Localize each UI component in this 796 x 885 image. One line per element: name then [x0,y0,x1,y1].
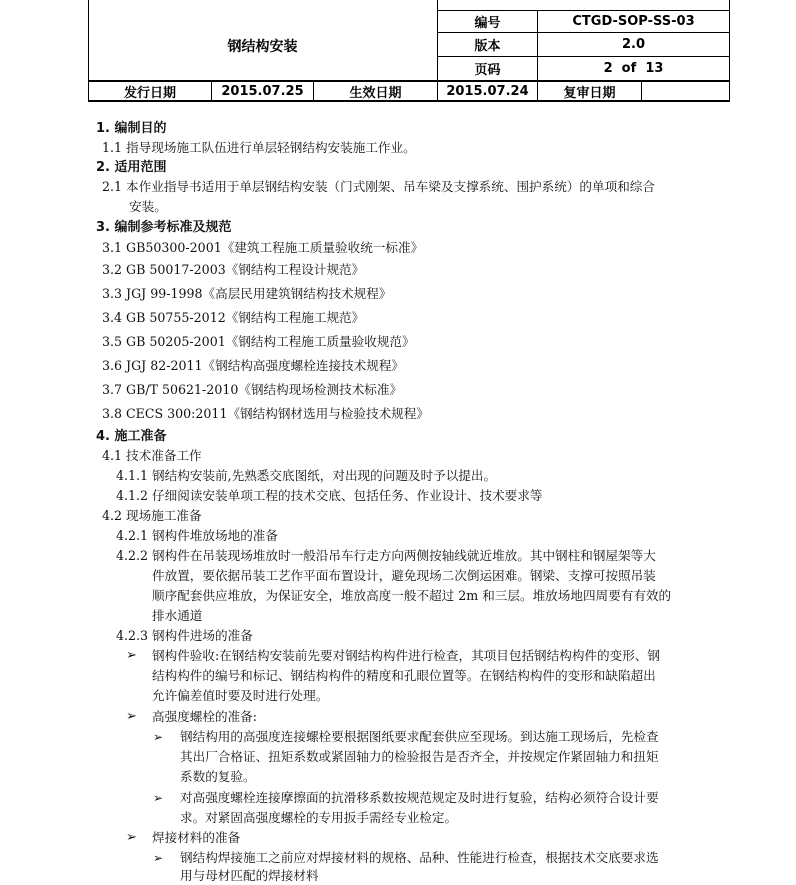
reference-3-7: 3.7 GB/T 50621-2010《钢结构现场检测技术标准》 [102,382,403,397]
code-label: 编号 [474,16,501,31]
item-4-2-2-line1: 4.2.2 钢构件在吊装现场堆放时一般沿吊车行走方向两侧按轴线就近堆放。其中钢柱和钢屋架等大 [116,548,656,563]
item-4-2-2-line2: 件放置，要依据吊装工艺作平面布置设计，避免现场二次倒运困难。钢梁、支撑可按照吊装 [152,568,656,583]
reference-3-4: 3.4 GB 50755-2012《钢结构工程施工规范》 [102,310,365,325]
item-4-1-2: 4.1.2 仔细阅读安装单项工程的技术交底、包括任务、作业设计、技术要求等 [116,488,543,503]
paragraph-1-1: 1.1 指导现场施工队伍进行单层轻钢结构安装施工作业。 [102,140,416,155]
reference-3-2: 3.2 GB 50017-2003《钢结构工程设计规范》 [102,262,365,277]
reference-3-6: 3.6 JGJ 82-2011《钢结构高强度螺栓连接技术规程》 [102,358,405,373]
sub-bullet-2-2-line2: 求。对紧固高强度螺栓的专用扳手需经专业检定。 [180,810,458,825]
effective-date-value: 2015.07.24 [446,83,529,99]
sub-bullet-2-1-line3: 系数的复验。 [180,769,256,784]
paragraph-2-1-line2: 安装。 [129,199,167,214]
item-4-2-2-line3: 顺序配套供应堆放，为保证安全，堆放高度一般不超过 2m 和三层。堆放场地四周要有有效的 [152,588,672,603]
reference-3-1: 3.1 GB50300-2001《建筑工程施工质量验收统一标准》 [102,240,424,255]
bullet-1-line2: 结构构件的编号和标记、钢结构构件的精度和孔眼位置等。在钢结构构件的变形和缺陷超出 [152,668,656,683]
bullet-1-line3: 允许偏差值时要及时进行处理。 [152,688,329,703]
item-4-1-1: 4.1.1 钢结构安装前,先熟悉交底图纸，对出现的问题及时予以提出。 [116,468,497,483]
issue-date-label: 发行日期 [123,85,176,101]
reference-3-3: 3.3 JGJ 99-1998《高层民用建筑钢结构技术规程》 [102,286,392,301]
sub-bullet-2-1-line2: 其出厂合格证、扭矩系数或紧固轴力的检验报告是否齐全，并按规定作紧固轴力和扭矩 [180,749,659,764]
issue-date-value: 2015.07.25 [221,83,304,99]
item-4-2-3: 4.2.3 钢构件进场的准备 [116,628,253,643]
sub-bullet-2-2-line1: 对高强度螺栓连接摩擦面的抗滑移系数按规范规定及时进行复验，结构必须符合设计要 [180,790,659,805]
arrow-bullet-icon: ➢ [126,709,137,724]
arrow-sub-bullet-icon: ➢ [153,791,164,805]
version-label: 版本 [474,39,501,54]
arrow-bullet-icon: ➢ [126,648,137,663]
arrow-sub-bullet-icon: ➢ [153,730,164,744]
paragraph-2-1-line1: 2.1 本作业指导书适用于单层钢结构安装（门式刚架、吊车梁及支撑系统、围护系统）的单项和综合 [102,179,655,194]
bullet-2-heading: 高强度螺栓的准备: [152,709,257,724]
arrow-bullet-icon: ➢ [126,830,137,845]
section-3-heading: 3. 编制参考标准及规范 [96,220,232,235]
arrow-sub-bullet-icon: ➢ [153,851,164,865]
sub-bullet-3-1-line2: 用与母材匹配的焊接材料 [180,868,319,883]
code-value: CTGD-SOP-SS-03 [572,14,695,29]
section-2-heading: 2. 适用范围 [96,160,167,175]
subsection-4-1: 4.1 技术准备工作 [102,448,202,463]
sub-bullet-3-1-line1: 钢结构焊接施工之前应对焊接材料的规格、品种、性能进行检查，根据技术交底要求选 [180,850,659,865]
bullet-3-heading: 焊接材料的准备 [152,830,241,845]
section-1-heading: 1. 编制目的 [96,121,167,136]
section-4-heading: 4. 施工准备 [96,429,167,444]
document-title: 钢结构安装 [227,38,298,55]
effective-date-label: 生效日期 [349,85,402,101]
item-4-2-1: 4.2.1 钢构件堆放场地的准备 [116,528,278,543]
bullet-1-line1: 钢构件验收:在钢结构安装前先要对钢结构构件进行检查，其项目包括钢结构构件的变形、钢 [152,648,660,663]
reference-3-5: 3.5 GB 50205-2001《钢结构工程施工质量验收规范》 [102,334,415,349]
reference-3-8: 3.8 CECS 300:2011《钢结构钢材选用与检验技术规程》 [102,406,429,421]
version-value: 2.0 [621,37,646,52]
page-value: 2 of 13 [603,61,664,76]
item-4-2-2-line4: 排水通道 [152,608,203,623]
page-label: 页码 [474,63,501,78]
review-date-label: 复审日期 [563,85,616,101]
subsection-4-2: 4.2 现场施工准备 [102,508,202,523]
sub-bullet-2-1-line1: 钢结构用的高强度连接螺栓要根据图纸要求配套供应至现场。到达施工现场后，先检查 [180,729,659,744]
